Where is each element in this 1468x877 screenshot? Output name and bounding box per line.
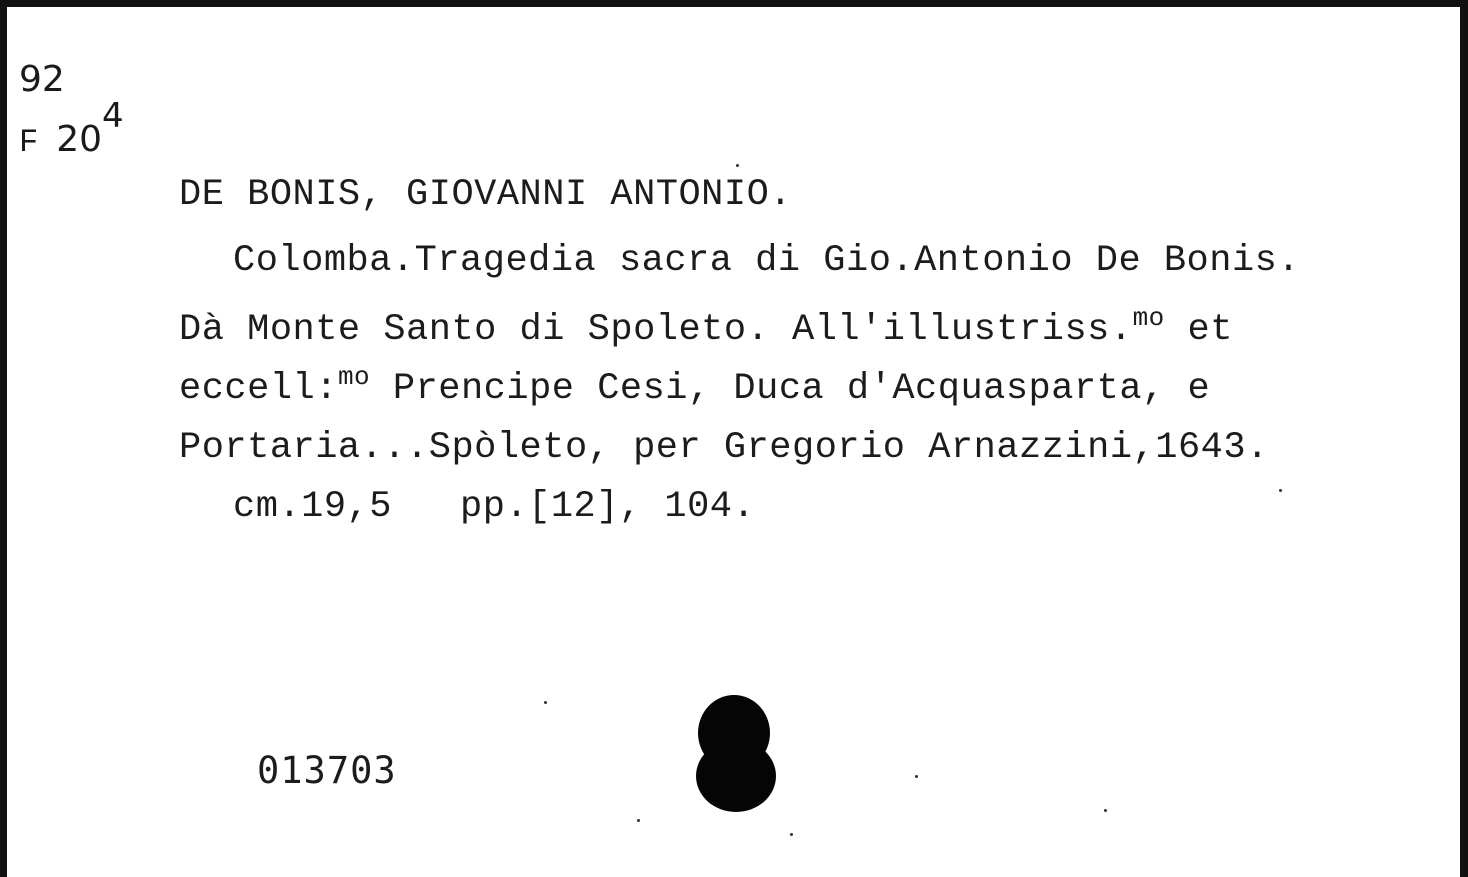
paper-speck	[736, 164, 739, 167]
entry-collation: cm.19,5 pp.[12], 104.	[233, 486, 756, 528]
entry-line-2-text: Dà Monte Santo di Spoleto. All'illustriss.	[179, 309, 1133, 351]
shelfmark-number: 20	[56, 119, 103, 160]
entry-line-3-tail: Prencipe Cesi, Duca d'Acquasparta, e	[370, 368, 1211, 410]
entry-line-3-superscript: mo	[337, 362, 371, 392]
shelfmark-line-1: 92	[19, 59, 65, 100]
entry-line-2-tail: et	[1164, 309, 1233, 351]
paper-speck	[790, 833, 793, 836]
entry-line-3-text: eccell:	[179, 368, 338, 410]
shelfmark-prefix: F	[19, 124, 39, 161]
entry-line-2-superscript: mo	[1132, 303, 1165, 333]
entry-imprint: Portaria...Spòleto, per Gregorio Arnazzini,1643.	[179, 427, 1269, 469]
entry-title-line-2	[179, 303, 1233, 351]
punch-hole-lower	[696, 740, 776, 812]
paper-speck	[915, 775, 918, 778]
shelfmark-superscript: 4	[102, 96, 124, 136]
paper-speck	[1104, 809, 1107, 812]
accession-number: 013703	[257, 749, 397, 792]
paper-speck	[637, 819, 640, 822]
entry-heading: DE BONIS, GIOVANNI ANTONIO.	[179, 174, 792, 216]
shelfmark-line-2	[19, 96, 124, 161]
paper-speck	[1279, 489, 1282, 492]
entry-title-line-3	[179, 362, 1211, 410]
paper-speck	[544, 701, 547, 704]
entry-title-line-1: Colomba.Tragedia sacra di Gio.Antonio De Bonis.	[233, 240, 1301, 282]
